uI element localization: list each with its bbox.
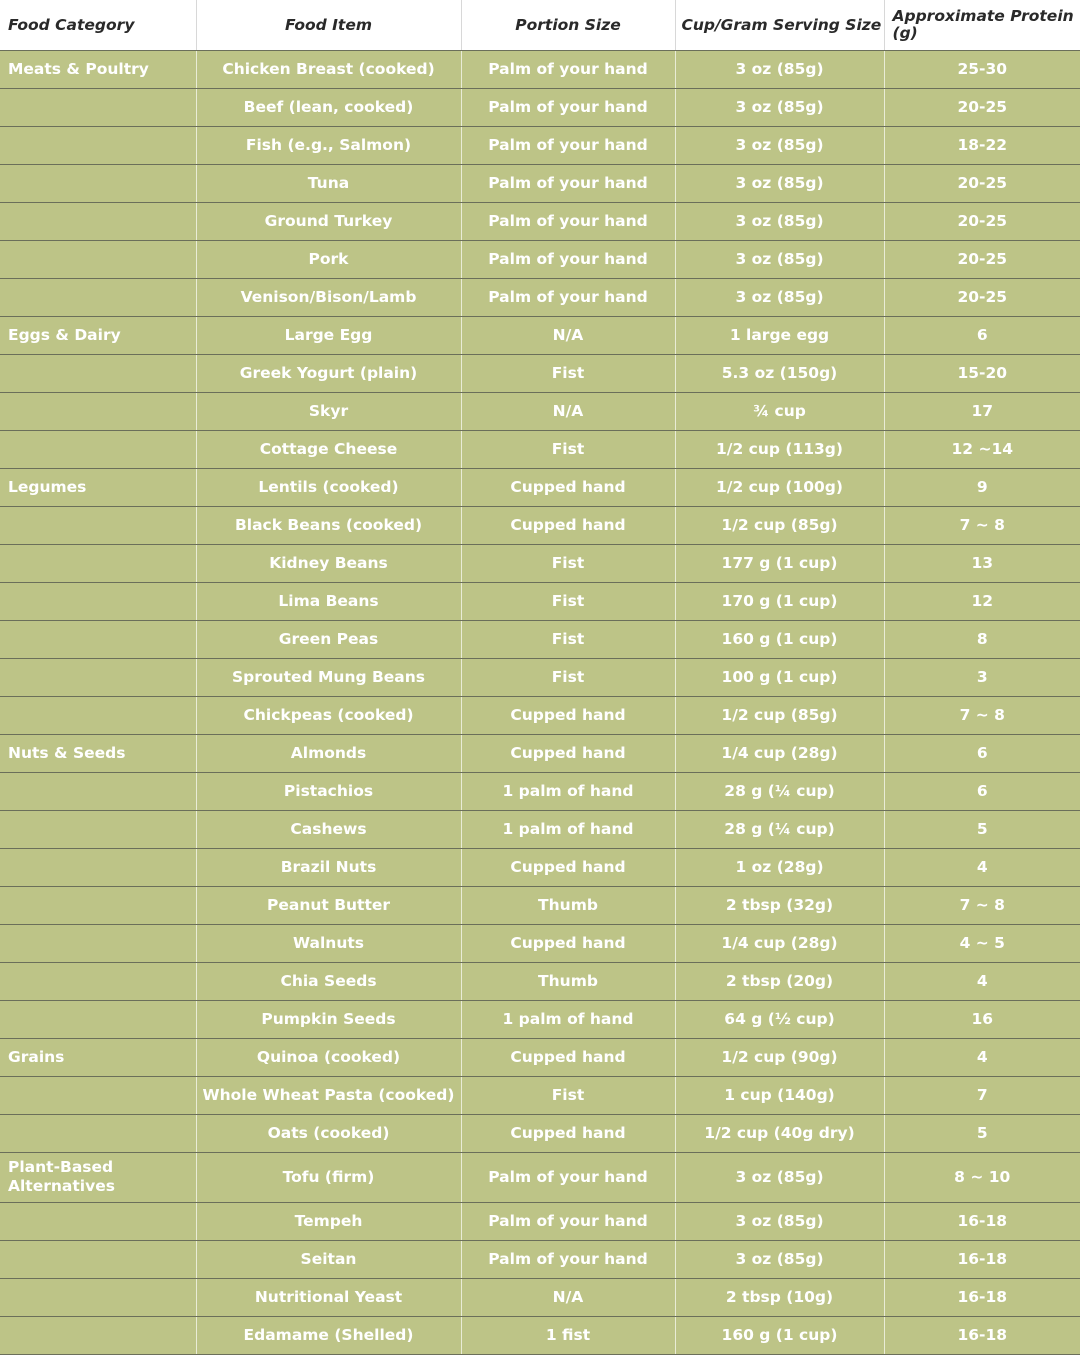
cell-portion-size: Palm of your hand (461, 50, 675, 88)
cell-food-category (0, 1202, 196, 1240)
cell-serving-size: 1/2 cup (100g) (675, 468, 884, 506)
cell-food-item: Almonds (196, 734, 461, 772)
cell-portion-size: Cupped hand (461, 468, 675, 506)
cell-approx-protein: 7 ~ 8 (884, 696, 1080, 734)
cell-serving-size: 1/2 cup (90g) (675, 1038, 884, 1076)
cell-portion-size: N/A (461, 1278, 675, 1316)
cell-food-item: Quinoa (cooked) (196, 1038, 461, 1076)
cell-approx-protein: 13 (884, 544, 1080, 582)
cell-food-item: Kidney Beans (196, 544, 461, 582)
cell-approx-protein: 20-25 (884, 88, 1080, 126)
table-row (0, 316, 1080, 354)
cell-portion-size: Fist (461, 544, 675, 582)
cell-portion-size: N/A (461, 392, 675, 430)
cell-approx-protein: 3 (884, 658, 1080, 696)
cell-food-item: Black Beans (cooked) (196, 506, 461, 544)
cell-approx-protein: 5 (884, 1114, 1080, 1152)
cell-food-category (0, 544, 196, 582)
cell-portion-size: Cupped hand (461, 924, 675, 962)
table-row (0, 240, 1080, 278)
table-row (0, 544, 1080, 582)
cell-portion-size: 1 palm of hand (461, 772, 675, 810)
cell-portion-size: Fist (461, 1076, 675, 1114)
cell-serving-size: 2 tbsp (10g) (675, 1278, 884, 1316)
table-row (0, 734, 1080, 772)
cell-serving-size: 1/4 cup (28g) (675, 924, 884, 962)
cell-food-item: Whole Wheat Pasta (cooked) (196, 1076, 461, 1114)
table-row (0, 1000, 1080, 1038)
cell-serving-size: 3 oz (85g) (675, 1202, 884, 1240)
cell-serving-size: ¾ cup (675, 392, 884, 430)
cell-serving-size: 2 tbsp (32g) (675, 886, 884, 924)
table-row (0, 886, 1080, 924)
cell-serving-size: 64 g (½ cup) (675, 1000, 884, 1038)
cell-food-category: Eggs & Dairy (0, 316, 196, 354)
table-header (0, 0, 1080, 50)
cell-portion-size: Palm of your hand (461, 164, 675, 202)
table-row (0, 354, 1080, 392)
cell-serving-size: 1/2 cup (85g) (675, 506, 884, 544)
cell-food-category (0, 810, 196, 848)
cell-serving-size: 28 g (¼ cup) (675, 810, 884, 848)
cell-portion-size: 1 palm of hand (461, 1000, 675, 1038)
cell-portion-size: Cupped hand (461, 506, 675, 544)
cell-serving-size: 2 tbsp (20g) (675, 962, 884, 1000)
table-row (0, 1316, 1080, 1354)
cell-food-item: Beef (lean, cooked) (196, 88, 461, 126)
cell-approx-protein: 25-30 (884, 50, 1080, 88)
cell-approx-protein: 6 (884, 316, 1080, 354)
cell-serving-size: 1 oz (28g) (675, 848, 884, 886)
table-row (0, 962, 1080, 1000)
table-row (0, 1114, 1080, 1152)
cell-portion-size: Palm of your hand (461, 278, 675, 316)
cell-portion-size: Palm of your hand (461, 126, 675, 164)
table-row (0, 164, 1080, 202)
cell-food-item: Lima Beans (196, 582, 461, 620)
cell-food-item: Cottage Cheese (196, 430, 461, 468)
cell-approx-protein: 18-22 (884, 126, 1080, 164)
cell-food-item: Oats (cooked) (196, 1114, 461, 1152)
cell-food-category (0, 886, 196, 924)
cell-food-item: Lentils (cooked) (196, 468, 461, 506)
cell-food-category (0, 696, 196, 734)
table-row (0, 620, 1080, 658)
cell-approx-protein: 4 (884, 962, 1080, 1000)
cell-food-category (0, 1000, 196, 1038)
cell-portion-size: Cupped hand (461, 734, 675, 772)
cell-serving-size: 3 oz (85g) (675, 164, 884, 202)
cell-food-category (0, 164, 196, 202)
cell-food-category (0, 430, 196, 468)
cell-portion-size: Fist (461, 582, 675, 620)
table-row (0, 582, 1080, 620)
cell-food-category (0, 506, 196, 544)
header-serving-size: Cup/Gram Serving Size (675, 0, 884, 50)
cell-approx-protein: 20-25 (884, 164, 1080, 202)
table-body (0, 50, 1080, 1354)
cell-serving-size: 1/2 cup (85g) (675, 696, 884, 734)
cell-food-item: Peanut Butter (196, 886, 461, 924)
cell-portion-size: Palm of your hand (461, 1202, 675, 1240)
cell-serving-size: 1 cup (140g) (675, 1076, 884, 1114)
cell-approx-protein: 15-20 (884, 354, 1080, 392)
cell-food-category (0, 126, 196, 164)
table-row (0, 1240, 1080, 1278)
cell-serving-size: 3 oz (85g) (675, 126, 884, 164)
cell-serving-size: 1/2 cup (40g dry) (675, 1114, 884, 1152)
cell-serving-size: 170 g (1 cup) (675, 582, 884, 620)
cell-food-category (0, 202, 196, 240)
cell-food-category (0, 1114, 196, 1152)
cell-food-category (0, 620, 196, 658)
cell-serving-size: 160 g (1 cup) (675, 620, 884, 658)
table-row (0, 1076, 1080, 1114)
cell-food-item: Chickpeas (cooked) (196, 696, 461, 734)
cell-food-item: Seitan (196, 1240, 461, 1278)
cell-portion-size: Cupped hand (461, 848, 675, 886)
cell-serving-size: 3 oz (85g) (675, 240, 884, 278)
cell-portion-size: Palm of your hand (461, 1240, 675, 1278)
table-row (0, 1202, 1080, 1240)
cell-approx-protein: 12 ~14 (884, 430, 1080, 468)
cell-food-category (0, 582, 196, 620)
cell-food-item: Tofu (firm) (196, 1152, 461, 1202)
table-row (0, 848, 1080, 886)
cell-approx-protein: 7 ~ 8 (884, 506, 1080, 544)
cell-portion-size: Palm of your hand (461, 1152, 675, 1202)
cell-food-item: Edamame (Shelled) (196, 1316, 461, 1354)
table-row (0, 1278, 1080, 1316)
cell-approx-protein: 4 (884, 1038, 1080, 1076)
table-row (0, 772, 1080, 810)
cell-approx-protein: 6 (884, 734, 1080, 772)
table-row (0, 202, 1080, 240)
cell-food-item: Pumpkin Seeds (196, 1000, 461, 1038)
cell-approx-protein: 20-25 (884, 240, 1080, 278)
cell-food-item: Walnuts (196, 924, 461, 962)
table-row (0, 696, 1080, 734)
cell-food-category (0, 1278, 196, 1316)
cell-portion-size: Fist (461, 658, 675, 696)
cell-serving-size: 1/4 cup (28g) (675, 734, 884, 772)
table-row (0, 1038, 1080, 1076)
cell-portion-size: Fist (461, 620, 675, 658)
cell-food-item: Brazil Nuts (196, 848, 461, 886)
cell-food-item: Greek Yogurt (plain) (196, 354, 461, 392)
cell-serving-size: 3 oz (85g) (675, 1152, 884, 1202)
cell-approx-protein: 6 (884, 772, 1080, 810)
table-row (0, 392, 1080, 430)
cell-approx-protein: 20-25 (884, 278, 1080, 316)
cell-food-category (0, 1240, 196, 1278)
cell-approx-protein: 7 (884, 1076, 1080, 1114)
cell-food-item: Tuna (196, 164, 461, 202)
cell-food-item: Tempeh (196, 1202, 461, 1240)
cell-food-category: Nuts & Seeds (0, 734, 196, 772)
cell-food-category (0, 848, 196, 886)
header-food-category: Food Category (0, 0, 196, 50)
cell-approx-protein: 16-18 (884, 1202, 1080, 1240)
cell-food-item: Nutritional Yeast (196, 1278, 461, 1316)
cell-portion-size: Palm of your hand (461, 88, 675, 126)
header-approx-protein: Approximate Protein (g) (884, 0, 1080, 50)
header-portion-size: Portion Size (461, 0, 675, 50)
cell-portion-size: 1 fist (461, 1316, 675, 1354)
cell-food-category: Legumes (0, 468, 196, 506)
cell-food-category (0, 278, 196, 316)
header-food-item: Food Item (196, 0, 461, 50)
table-row (0, 810, 1080, 848)
table-row (0, 50, 1080, 88)
cell-approx-protein: 12 (884, 582, 1080, 620)
cell-portion-size: Palm of your hand (461, 202, 675, 240)
table-row (0, 126, 1080, 164)
cell-food-category (0, 962, 196, 1000)
header-row (0, 0, 1080, 50)
cell-serving-size: 3 oz (85g) (675, 50, 884, 88)
cell-portion-size: Thumb (461, 962, 675, 1000)
cell-serving-size: 1 large egg (675, 316, 884, 354)
cell-portion-size: 1 palm of hand (461, 810, 675, 848)
cell-serving-size: 3 oz (85g) (675, 88, 884, 126)
cell-approx-protein: 7 ~ 8 (884, 886, 1080, 924)
cell-approx-protein: 16-18 (884, 1278, 1080, 1316)
cell-food-item: Cashews (196, 810, 461, 848)
cell-approx-protein: 4 (884, 848, 1080, 886)
cell-portion-size: Cupped hand (461, 696, 675, 734)
cell-serving-size: 3 oz (85g) (675, 202, 884, 240)
table-row (0, 658, 1080, 696)
table-row (0, 278, 1080, 316)
cell-food-item: Chicken Breast (cooked) (196, 50, 461, 88)
cell-food-item: Large Egg (196, 316, 461, 354)
cell-serving-size: 5.3 oz (150g) (675, 354, 884, 392)
cell-food-category (0, 240, 196, 278)
cell-food-item: Chia Seeds (196, 962, 461, 1000)
cell-food-item: Pork (196, 240, 461, 278)
cell-portion-size: Cupped hand (461, 1038, 675, 1076)
table-row (0, 468, 1080, 506)
table-row (0, 1152, 1080, 1202)
cell-food-item: Fish (e.g., Salmon) (196, 126, 461, 164)
cell-portion-size: Fist (461, 430, 675, 468)
cell-food-item: Sprouted Mung Beans (196, 658, 461, 696)
cell-food-category (0, 924, 196, 962)
cell-food-category (0, 354, 196, 392)
cell-food-category (0, 1316, 196, 1354)
cell-food-item: Skyr (196, 392, 461, 430)
cell-portion-size: Fist (461, 354, 675, 392)
cell-serving-size: 28 g (¼ cup) (675, 772, 884, 810)
cell-food-category (0, 658, 196, 696)
cell-serving-size: 3 oz (85g) (675, 278, 884, 316)
cell-food-category: Grains (0, 1038, 196, 1076)
cell-food-category (0, 392, 196, 430)
cell-approx-protein: 16-18 (884, 1316, 1080, 1354)
cell-food-category: Plant-Based Alternatives (0, 1152, 196, 1202)
cell-food-category: Meats & Poultry (0, 50, 196, 88)
cell-food-category (0, 772, 196, 810)
cell-approx-protein: 17 (884, 392, 1080, 430)
cell-approx-protein: 4 ~ 5 (884, 924, 1080, 962)
cell-food-item: Pistachios (196, 772, 461, 810)
cell-serving-size: 1/2 cup (113g) (675, 430, 884, 468)
table-row (0, 924, 1080, 962)
cell-food-item: Ground Turkey (196, 202, 461, 240)
cell-portion-size: Thumb (461, 886, 675, 924)
cell-portion-size: N/A (461, 316, 675, 354)
cell-portion-size: Cupped hand (461, 1114, 675, 1152)
table-row (0, 88, 1080, 126)
cell-approx-protein: 5 (884, 810, 1080, 848)
cell-food-item: Green Peas (196, 620, 461, 658)
cell-approx-protein: 9 (884, 468, 1080, 506)
cell-approx-protein: 8 ~ 10 (884, 1152, 1080, 1202)
table-row (0, 506, 1080, 544)
cell-serving-size: 3 oz (85g) (675, 1240, 884, 1278)
cell-food-item: Venison/Bison/Lamb (196, 278, 461, 316)
cell-approx-protein: 16 (884, 1000, 1080, 1038)
cell-serving-size: 160 g (1 cup) (675, 1316, 884, 1354)
cell-serving-size: 177 g (1 cup) (675, 544, 884, 582)
cell-food-category (0, 1076, 196, 1114)
cell-approx-protein: 16-18 (884, 1240, 1080, 1278)
cell-approx-protein: 8 (884, 620, 1080, 658)
table-row (0, 430, 1080, 468)
cell-portion-size: Palm of your hand (461, 240, 675, 278)
cell-food-category (0, 88, 196, 126)
cell-serving-size: 100 g (1 cup) (675, 658, 884, 696)
cell-approx-protein: 20-25 (884, 202, 1080, 240)
